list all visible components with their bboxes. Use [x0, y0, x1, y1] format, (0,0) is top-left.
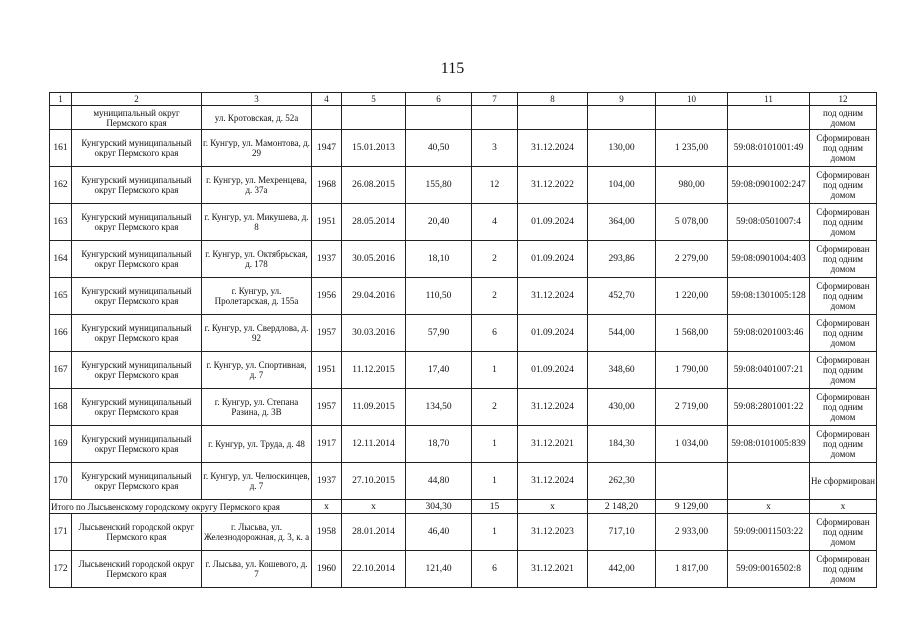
cell-deadline: 31.12.2024: [518, 463, 588, 500]
cell-address: г. Кунгур, ул. Спортивная, д. 7: [202, 352, 312, 389]
cell-year: 1956: [312, 278, 342, 315]
cell-sum-a: 452,70: [588, 278, 656, 315]
cell-status: Сформирован под одним домом: [810, 204, 877, 241]
cell-deadline: 31.12.2021: [518, 426, 588, 463]
cell-no: 164: [50, 241, 72, 278]
cell-status: под одним домом: [810, 106, 877, 130]
cell-status: Сформирован под одним домом: [810, 551, 877, 588]
column-number: 6: [406, 93, 472, 106]
cell-no: 166: [50, 315, 72, 352]
cell-address: ул. Кротовская, д. 52а: [202, 106, 312, 130]
cell-year: 1951: [312, 352, 342, 389]
cell-people: [472, 106, 518, 130]
cell-year: [312, 106, 342, 130]
table-row: [50, 463, 877, 500]
cell-deadline: 31.12.2024: [518, 389, 588, 426]
cell-people: 2: [472, 241, 518, 278]
cell-date: 11.12.2015: [342, 352, 406, 389]
cell-cadastral: 59:09:0011503:22: [728, 514, 810, 551]
cell-municipality: Кунгурский муниципальный округ Пермского края: [72, 241, 202, 278]
cell-area: 20,40: [406, 204, 472, 241]
cell-sum-b: 9 129,00: [656, 500, 728, 514]
cell-area: 46,40: [406, 514, 472, 551]
housing-registry-table: [49, 92, 877, 588]
cell-address: г. Кунгур, ул. Мехренцева, д. 37а: [202, 167, 312, 204]
cell-people: 2: [472, 389, 518, 426]
cell-cadastral: 59:08:0101005:839: [728, 426, 810, 463]
cell-date: 28.05.2014: [342, 204, 406, 241]
column-number: 11: [728, 93, 810, 106]
cell-area: 134,50: [406, 389, 472, 426]
column-number: 5: [342, 93, 406, 106]
cell-status: Сформирован под одним домом: [810, 315, 877, 352]
cell-sum-a: 348,60: [588, 352, 656, 389]
cell-area: 17,40: [406, 352, 472, 389]
cell-status: Сформирован под одним домом: [810, 278, 877, 315]
cell-area: 44,80: [406, 463, 472, 500]
cell-address: г. Кунгур, ул. Пролетарская, д. 155а: [202, 278, 312, 315]
cell-municipality: Кунгурский муниципальный округ Пермского края: [72, 426, 202, 463]
subtotal-row: [50, 500, 877, 514]
cell-no: 163: [50, 204, 72, 241]
cell-municipality: Лысьвенский городской округ Пермского края: [72, 551, 202, 588]
cell-sum-b: 1 817,00: [656, 551, 728, 588]
cell-year: 1951: [312, 204, 342, 241]
cell-cadastral: 59:09:0016502:8: [728, 551, 810, 588]
cell-date: [342, 106, 406, 130]
cell-cadastral: [728, 463, 810, 500]
column-number: 12: [810, 93, 877, 106]
cell-deadline: 31.12.2023: [518, 514, 588, 551]
cell-address: г. Кунгур, ул. Микушева, д. 8: [202, 204, 312, 241]
cell-status: x: [810, 500, 877, 514]
cell-people: 1: [472, 463, 518, 500]
cell-deadline: 01.09.2024: [518, 241, 588, 278]
cell-deadline: 31.12.2024: [518, 130, 588, 167]
cell-people: 1: [472, 514, 518, 551]
cell-address: г. Кунгур, ул. Мамонтова, д. 29: [202, 130, 312, 167]
cell-deadline: 31.12.2024: [518, 278, 588, 315]
cell-cadastral: 59:08:1301005:128: [728, 278, 810, 315]
cell-deadline: 01.09.2024: [518, 352, 588, 389]
cell-sum-a: [588, 106, 656, 130]
cell-sum-b: 2 933,00: [656, 514, 728, 551]
cell-date: 15.01.2013: [342, 130, 406, 167]
table-row: [50, 315, 877, 352]
table-row: [50, 204, 877, 241]
cell-municipality: Кунгурский муниципальный округ Пермского края: [72, 315, 202, 352]
cell-deadline: 01.09.2024: [518, 315, 588, 352]
cell-sum-b: 1 220,00: [656, 278, 728, 315]
cell-no: 165: [50, 278, 72, 315]
cell-year: 1960: [312, 551, 342, 588]
cell-no: 167: [50, 352, 72, 389]
cell-no: 170: [50, 463, 72, 500]
cell-deadline: 01.09.2024: [518, 204, 588, 241]
cell-date: 26.08.2015: [342, 167, 406, 204]
cell-sum-a: 430,00: [588, 389, 656, 426]
cell-sum-a: 104,00: [588, 167, 656, 204]
cell-deadline: [518, 106, 588, 130]
cell-cadastral: 59:08:0201003:46: [728, 315, 810, 352]
cell-status: Сформирован под одним домом: [810, 241, 877, 278]
cell-municipality: Кунгурский муниципальный округ Пермского края: [72, 463, 202, 500]
cell-no: [50, 106, 72, 130]
cell-cadastral: 59:08:0501007:4: [728, 204, 810, 241]
table-row: [50, 514, 877, 551]
cell-sum-b: 2 719,00: [656, 389, 728, 426]
column-number: 7: [472, 93, 518, 106]
cell-people: 4: [472, 204, 518, 241]
cell-sum-b: [656, 463, 728, 500]
cell-area: 155,80: [406, 167, 472, 204]
cell-sum-a: 364,00: [588, 204, 656, 241]
column-number-row: [50, 93, 877, 106]
cell-municipality: Кунгурский муниципальный округ Пермского края: [72, 352, 202, 389]
cell-no: 172: [50, 551, 72, 588]
column-number: 9: [588, 93, 656, 106]
cell-sum-b: 2 279,00: [656, 241, 728, 278]
cell-no: 169: [50, 426, 72, 463]
cell-area: 304,30: [406, 500, 472, 514]
cell-municipality: Кунгурский муниципальный округ Пермского края: [72, 167, 202, 204]
cell-sum-a: 130,00: [588, 130, 656, 167]
cell-date: 27.10.2015: [342, 463, 406, 500]
cell-area: 121,40: [406, 551, 472, 588]
cell-sum-a: 717,10: [588, 514, 656, 551]
cell-cadastral: 59:08:0401007:21: [728, 352, 810, 389]
cell-municipality: Кунгурский муниципальный округ Пермского края: [72, 278, 202, 315]
cell-no: 171: [50, 514, 72, 551]
cell-sum-a: 262,30: [588, 463, 656, 500]
cell-cadastral: 59:08:0901004:403: [728, 241, 810, 278]
cell-year: 1947: [312, 130, 342, 167]
cell-date: 29.04.2016: [342, 278, 406, 315]
cell-date: 30.05.2016: [342, 241, 406, 278]
cell-people: 15: [472, 500, 518, 514]
column-number: 2: [72, 93, 202, 106]
cell-deadline: x: [518, 500, 588, 514]
cell-year: 1937: [312, 463, 342, 500]
table-row: [50, 130, 877, 167]
cell-sum-b: 5 078,00: [656, 204, 728, 241]
cell-status: Сформирован под одним домом: [810, 389, 877, 426]
cell-people: 3: [472, 130, 518, 167]
cell-sum-b: [656, 106, 728, 130]
cell-address: г. Кунгур, ул. Степана Разина, д. 3В: [202, 389, 312, 426]
cell-status: Сформирован под одним домом: [810, 167, 877, 204]
cell-municipality: Кунгурский муниципальный округ Пермского края: [72, 204, 202, 241]
cell-people: 2: [472, 278, 518, 315]
cell-address: г. Лысьва, ул. Кошевого, д. 7: [202, 551, 312, 588]
cell-date: 28.01.2014: [342, 514, 406, 551]
cell-status: Сформирован под одним домом: [810, 426, 877, 463]
cell-area: 18,10: [406, 241, 472, 278]
cell-year: 1957: [312, 315, 342, 352]
cell-address: г. Лысьва, ул. Железнодорожная, д. 3, к. а: [202, 514, 312, 551]
table-row: [50, 426, 877, 463]
cell-cadastral: 59:08:0101001:49: [728, 130, 810, 167]
cell-sum-b: 1 235,00: [656, 130, 728, 167]
cell-year: x: [312, 500, 342, 514]
cell-cadastral: [728, 106, 810, 130]
cell-status: Сформирован под одним домом: [810, 514, 877, 551]
cell-people: 6: [472, 551, 518, 588]
cell-area: 57,90: [406, 315, 472, 352]
cell-address: г. Кунгур, ул. Челюскинцев, д. 7: [202, 463, 312, 500]
cell-sum-b: 1 568,00: [656, 315, 728, 352]
cell-area: 18,70: [406, 426, 472, 463]
column-number: 10: [656, 93, 728, 106]
cell-year: 1957: [312, 389, 342, 426]
page-number: 115: [440, 60, 465, 77]
cell-area: 110,50: [406, 278, 472, 315]
continuation-row: [50, 106, 877, 130]
cell-cadastral: x: [728, 500, 810, 514]
cell-sum-a: 293,86: [588, 241, 656, 278]
cell-no: 168: [50, 389, 72, 426]
cell-address: г. Кунгур, ул. Труда, д. 48: [202, 426, 312, 463]
cell-sum-a: 2 148,20: [588, 500, 656, 514]
cell-area: [406, 106, 472, 130]
cell-no: 162: [50, 167, 72, 204]
column-number: 1: [50, 93, 72, 106]
cell-date: 30.03.2016: [342, 315, 406, 352]
cell-deadline: 31.12.2021: [518, 551, 588, 588]
cell-address: г. Кунгур, ул. Свердлова, д. 92: [202, 315, 312, 352]
cell-date: 11.09.2015: [342, 389, 406, 426]
cell-sum-b: 1 034,00: [656, 426, 728, 463]
cell-people: 6: [472, 315, 518, 352]
subtotal-label: Итого по Лысьвенскому городскому округу Пермского края: [50, 500, 312, 514]
cell-no: 161: [50, 130, 72, 167]
cell-people: 1: [472, 426, 518, 463]
cell-people: 1: [472, 352, 518, 389]
cell-status: Не сформирован: [810, 463, 877, 500]
cell-sum-b: 1 790,00: [656, 352, 728, 389]
cell-sum-a: 544,00: [588, 315, 656, 352]
table-row: [50, 389, 877, 426]
cell-cadastral: 59:08:0901002:247: [728, 167, 810, 204]
cell-sum-b: 980,00: [656, 167, 728, 204]
cell-sum-a: 184,30: [588, 426, 656, 463]
cell-date: 22.10.2014: [342, 551, 406, 588]
cell-year: 1917: [312, 426, 342, 463]
table-body: [50, 93, 877, 588]
column-number: 4: [312, 93, 342, 106]
column-number: 3: [202, 93, 312, 106]
cell-municipality: Кунгурский муниципальный округ Пермского края: [72, 389, 202, 426]
cell-date: x: [342, 500, 406, 514]
cell-year: 1937: [312, 241, 342, 278]
cell-area: 40,50: [406, 130, 472, 167]
cell-deadline: 31.12.2022: [518, 167, 588, 204]
cell-year: 1958: [312, 514, 342, 551]
table-row: [50, 167, 877, 204]
cell-status: Сформирован под одним домом: [810, 130, 877, 167]
cell-address: г. Кунгур, ул. Октябрьская, д. 178: [202, 241, 312, 278]
table-row: [50, 241, 877, 278]
table-row: [50, 551, 877, 588]
cell-municipality: муниципальный округ Пермского края: [72, 106, 202, 130]
column-number: 8: [518, 93, 588, 106]
table-row: [50, 278, 877, 315]
cell-people: 12: [472, 167, 518, 204]
cell-sum-a: 442,00: [588, 551, 656, 588]
table-row: [50, 352, 877, 389]
cell-year: 1968: [312, 167, 342, 204]
cell-cadastral: 59:08:2801001:22: [728, 389, 810, 426]
cell-municipality: Кунгурский муниципальный округ Пермского края: [72, 130, 202, 167]
cell-municipality: Лысьвенский городской округ Пермского края: [72, 514, 202, 551]
cell-status: Сформирован под одним домом: [810, 352, 877, 389]
cell-date: 12.11.2014: [342, 426, 406, 463]
